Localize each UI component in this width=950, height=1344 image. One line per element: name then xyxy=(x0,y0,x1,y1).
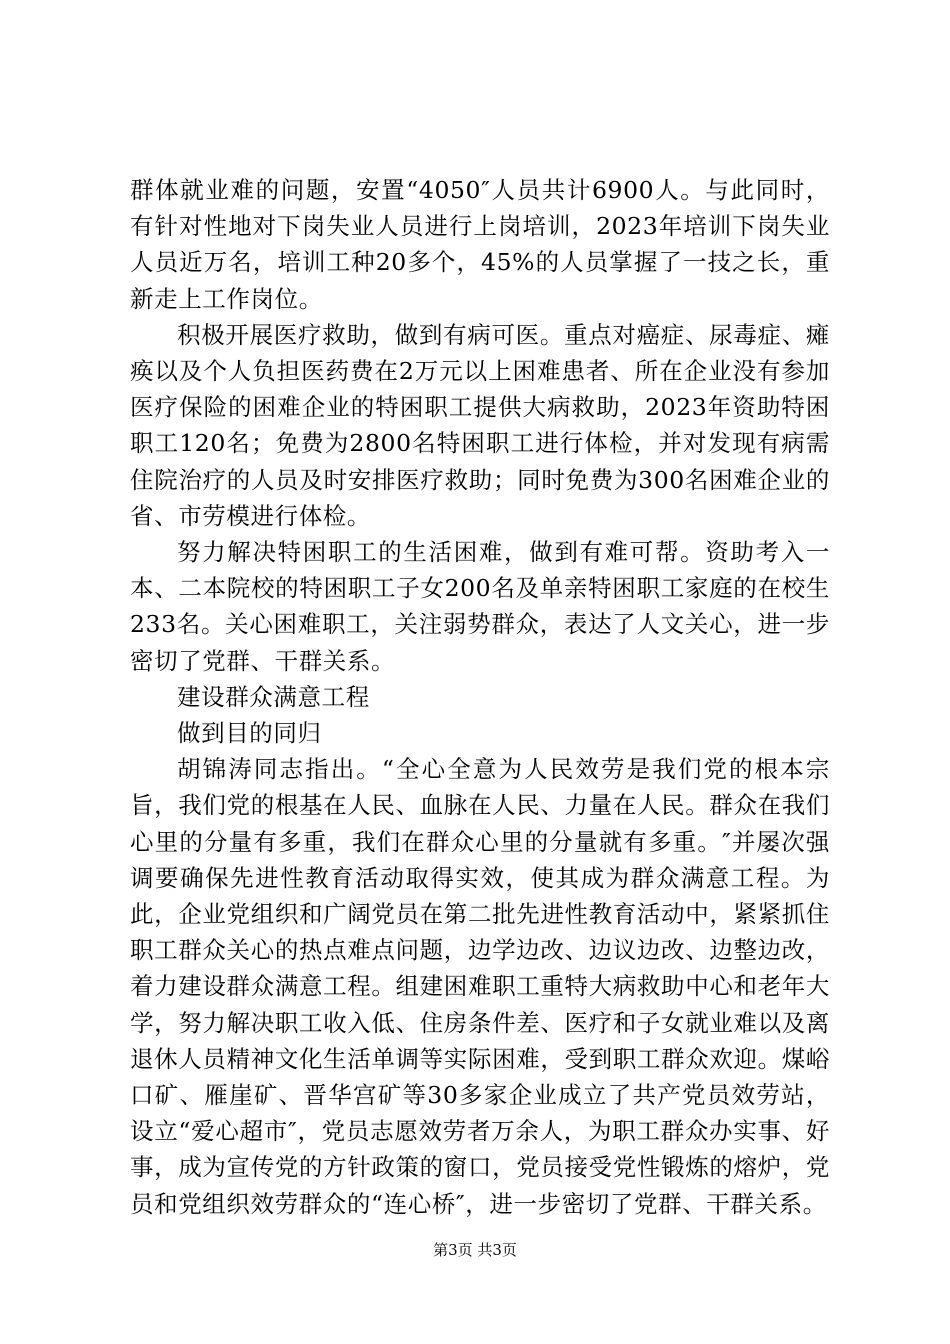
paragraph-medical-aid: 积极开展医疗救助，做到有病可医。重点对癌症、尿毒症、瘫痪以及个人负担医药费在2万元以上困难患者、所在企业没有参加医疗保险的困难企业的特困职工提供大病救助，2023年资助特困职工120名；免费为2800名特困职工进行体检，并对发现有病需住院治疗的人员及时安排医疗救助；同时免费为300名困难企业的省、市劳模进行体检。 xyxy=(130,320,830,530)
paragraph-quote-and-actions: 胡锦涛同志指出。“全心全意为人民效劳是我们党的根本宗旨，我们党的根基在人民、血脉在人民、力量在人民。群众在我们心里的分量有多重，我们在群众心里的分量就有多重。″并屡次强调要确保先进性教育活动取得实效，使其成为群众满意工程。为此，企业党组织和广阔党员在第二批先进性教育活动中，紧紧抓住职工群众关心的热点难点问题，边学边改、边议边改、边整边改，着力建设群众满意工程。组建困难职工重特大病救助中心和老年大学，努力解决职工收入低、住房条件差、医疗和子女就业难以及离退休人员精神文化生活单调等实际困难，受到职工群众欢迎。煤峪口矿、雁崖矿、晋华宫矿等30多家企业成立了共产党员效劳站，设立“爱心超市″，党员志愿效劳者万余人，为职工群众办实事、好事，成为宣传党的方针政策的窗口，党员接受党性锻炼的熔炉，党员和党组织效劳群众的“连心桥″，进一步密切了党群、干群关系。 xyxy=(130,755,830,1218)
section-subheading-common-goal: 做到目的同归 xyxy=(177,719,322,748)
section-heading-satisfaction-project: 建设群众满意工程 xyxy=(177,682,370,711)
page-number-footer: 第3页 共3页 xyxy=(433,1241,517,1259)
document-body xyxy=(130,172,830,1222)
paragraph-continuation: 群体就业难的问题，安置“4050″人员共计6900人。与此同时，有针对性地对下岗失业人员进行上岗培训，2023年培训下岗失业人员近万名，培训工种20多个，45%的人员掌握了一技之长，重新走上工作岗位。 xyxy=(130,176,830,313)
paragraph-living-aid: 努力解决特困职工的生活困难，做到有难可帮。资助考入一本、二本院校的特困职工子女200名及单亲特困职工家庭的在校生233名。关心困难职工，关注弱势群众，表达了人文关心，进一步密切了党群、干群关系。 xyxy=(130,538,830,675)
